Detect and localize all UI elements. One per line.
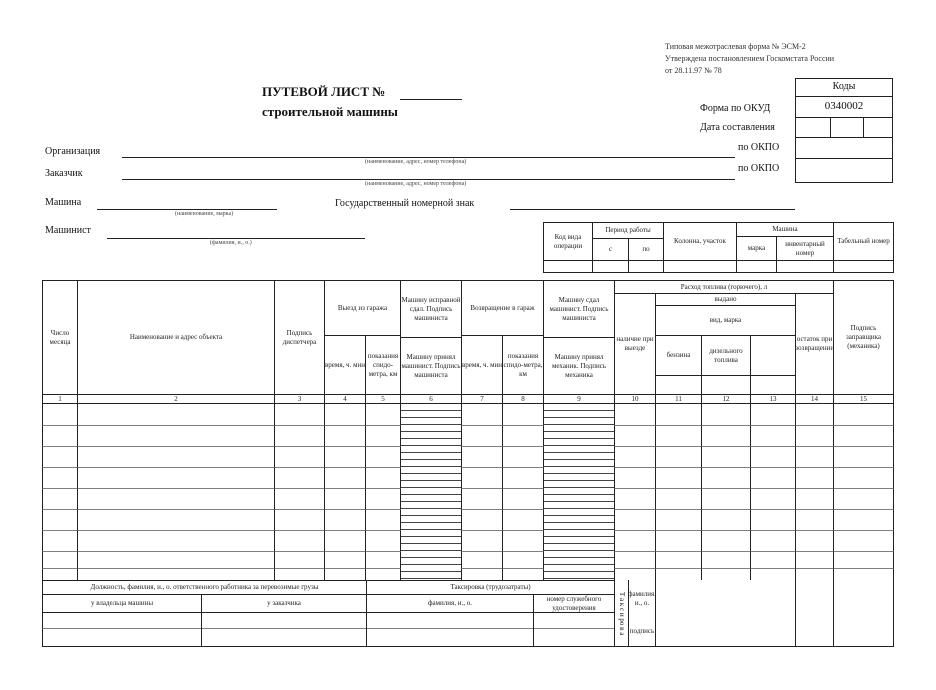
num-3: 3 bbox=[297, 394, 302, 403]
st-col4a: марка bbox=[747, 244, 766, 252]
customer-hint: (наименование, адрес, номер телефона) bbox=[365, 181, 467, 187]
h-kind: вид, марка bbox=[709, 316, 742, 324]
okud-label: Форма по ОКУД bbox=[700, 103, 771, 114]
num-4: 4 bbox=[343, 394, 347, 403]
form-note-1: Типовая межотраслевая форма № ЭСМ-2 bbox=[665, 42, 806, 51]
plate-label: Государственный номерной знак bbox=[335, 198, 475, 209]
h-depart-odo: показания спидо-метра, км bbox=[367, 351, 399, 378]
h-depart-time: время, ч. мин bbox=[325, 360, 366, 369]
num-1: 1 bbox=[58, 394, 62, 403]
st-col5: Табельный номер bbox=[837, 237, 890, 245]
customer-label: Заказчик bbox=[45, 168, 83, 179]
h-col9-bottom: Машину принял механик. Подпись механика bbox=[551, 352, 607, 379]
h-remainder: остаток при возвращении bbox=[794, 335, 835, 352]
footer-signature: номер служебного удостоверения bbox=[546, 594, 602, 612]
h-col6-bottom: Машину принял машинист. Подпись машиниста bbox=[401, 352, 461, 379]
okpo-label-1: по ОКПО bbox=[738, 142, 780, 153]
num-9: 9 bbox=[577, 394, 581, 403]
h-return-odo: показания спидо-метра, км bbox=[503, 351, 543, 378]
num-11: 11 bbox=[675, 394, 682, 403]
footer-side-sign: подпись bbox=[629, 627, 655, 635]
form-note-2: Утверждена постановлением Госкомстата России bbox=[665, 54, 835, 63]
operator-label: Машинист bbox=[45, 225, 91, 236]
machine-hint: (наименование, марка) bbox=[175, 211, 234, 217]
st-col2b: по bbox=[642, 245, 650, 253]
h-day: Число месяца bbox=[49, 328, 71, 346]
num-2: 2 bbox=[174, 394, 178, 403]
h-depart: Выезд из гаража bbox=[337, 303, 388, 312]
num-6: 6 bbox=[429, 394, 433, 403]
footer-fio: фамилия, и., о. bbox=[427, 599, 473, 607]
num-8: 8 bbox=[521, 394, 525, 403]
st-col4: Машина bbox=[772, 225, 798, 233]
st-col2a: с bbox=[608, 245, 613, 253]
num-10: 10 bbox=[631, 394, 639, 403]
num-7: 7 bbox=[480, 394, 484, 403]
num-12: 12 bbox=[722, 394, 730, 403]
h-diesel: дизельного топлива bbox=[709, 346, 743, 364]
footer-owner: у владельца машины bbox=[90, 599, 154, 607]
operator-hint: (фамилия, и., о.) bbox=[210, 240, 252, 246]
h-return-time: время, ч. мин bbox=[462, 360, 503, 369]
h-return: Возвращение в гараж bbox=[470, 303, 535, 312]
title-line-2: строительной машины bbox=[262, 104, 398, 119]
st-col2: Период работы bbox=[605, 226, 651, 234]
h-petrol: бензина bbox=[666, 351, 691, 359]
h-available: наличие при выезде bbox=[616, 335, 654, 352]
num-13: 13 bbox=[769, 394, 777, 403]
organization-hint: (наименование, адрес, номер телефона) bbox=[365, 159, 467, 165]
h-col6-top: Машину исправной сдал. Подпись машиниста bbox=[401, 295, 461, 322]
okud-value: 0340002 bbox=[824, 100, 864, 112]
col9-lined-area bbox=[544, 404, 614, 580]
okpo-label-2: по ОКПО bbox=[738, 163, 780, 174]
h-object: Наименование и адрес объекта bbox=[129, 333, 223, 341]
st-col4b: инвентарный номер bbox=[785, 239, 825, 257]
st-col3: Колонна, участок bbox=[674, 237, 726, 245]
title-line-1: ПУТЕВОЙ ЛИСТ № bbox=[262, 84, 386, 99]
footer-customer: у заказчика bbox=[267, 599, 301, 607]
h-issued: выдано bbox=[714, 295, 737, 303]
col6-lined-area bbox=[401, 404, 461, 580]
st-col1: Код вида операции bbox=[553, 232, 583, 250]
machine-label: Машина bbox=[45, 197, 82, 208]
organization-label: Организация bbox=[45, 146, 101, 157]
h-fueler: Подпись заправщика (механика) bbox=[846, 324, 881, 350]
h-fuel: Расход топлива (горючего), л bbox=[680, 282, 768, 291]
num-5: 5 bbox=[381, 394, 385, 403]
footer-side-fio: фамилия, и., о. bbox=[627, 589, 657, 607]
form-note-3: от 28.11.97 № 78 bbox=[665, 66, 722, 75]
footer-side-label: Т а к с и ро в а bbox=[618, 591, 626, 636]
num-15: 15 bbox=[860, 394, 867, 403]
h-col9-top: Машину сдал машинист. Подпись машиниста bbox=[549, 295, 609, 322]
codes-label: Коды bbox=[832, 81, 856, 92]
footer-taxation: Таксировка (трудозатраты) bbox=[450, 583, 531, 591]
date-label: Дата составления bbox=[700, 122, 775, 133]
num-14: 14 bbox=[811, 394, 818, 403]
h-dispatcher: Подпись диспетчера bbox=[282, 328, 317, 346]
footer-responsible: Должность, фамилия, и., о. ответственного работника за перевозимые грузы bbox=[90, 583, 319, 591]
